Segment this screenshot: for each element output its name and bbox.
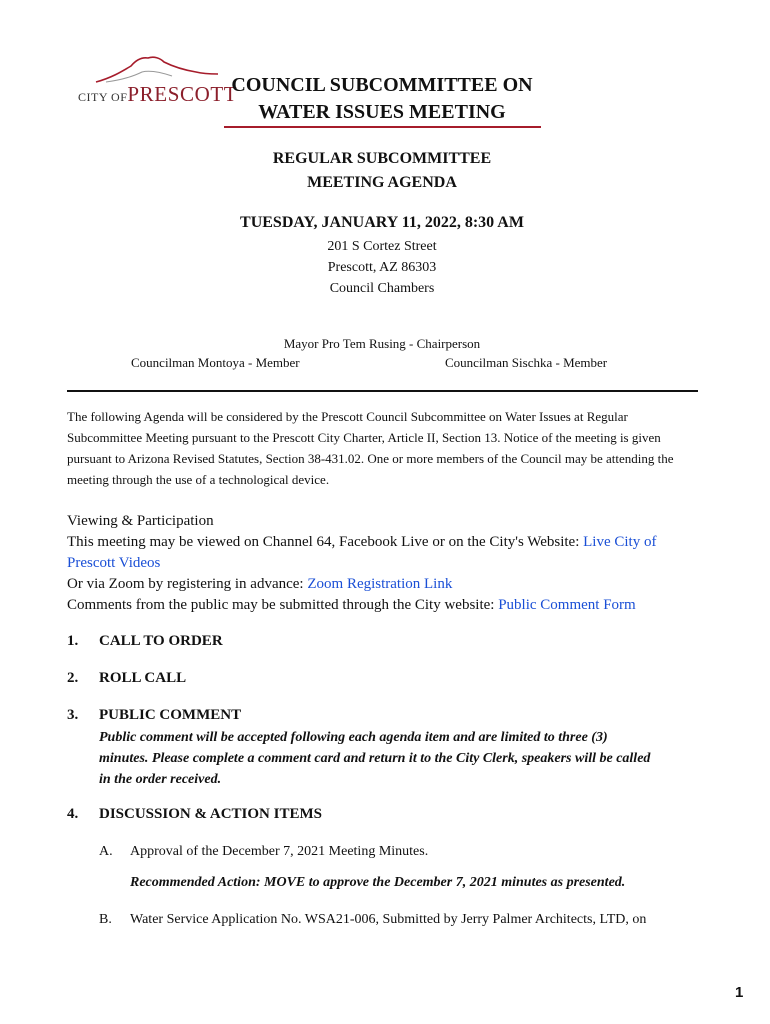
public-comment-form-link[interactable]: Public Comment Form <box>498 597 636 613</box>
agenda-item-2-number: 2. <box>67 670 79 686</box>
city-logo <box>76 52 238 106</box>
subtitle-line-2: MEETING AGENDA <box>307 174 457 191</box>
intro-line-3: pursuant to Arizona Revised Statutes, Section 38-431.02. One or more members of the Council may be attending the <box>67 451 674 466</box>
agenda-item-2-title: ROLL CALL <box>99 670 187 686</box>
intro-line-2: Subcommittee Meeting pursuant to the Prescott City Charter, Article II, Section 13. Notice of the meeting is given <box>67 430 661 445</box>
comment-line <box>67 595 698 616</box>
agenda-item-4-title: DISCUSSION & ACTION ITEMS <box>99 806 322 822</box>
live-videos-link-cont[interactable]: Prescott Videos <box>67 555 161 571</box>
agenda-item-1-title: CALL TO ORDER <box>99 633 223 649</box>
sub-item-b-text: Water Service Application No. WSA21-006, Submitted by Jerry Palmer Architects, LTD, on <box>130 912 647 927</box>
section-divider <box>67 390 698 392</box>
live-videos-link[interactable]: Live City of <box>583 534 657 550</box>
sub-item-a-letter: A. <box>99 844 113 859</box>
viewing-line-1-text: This meeting may be viewed on Channel 64, Facebook Live or on the City's Website: <box>67 534 584 550</box>
note-line-3: in the order received. <box>99 772 222 787</box>
agenda-subtitle <box>222 147 542 195</box>
meeting-address <box>222 236 542 299</box>
public-comment-note <box>99 727 699 790</box>
sub-item-a-text: Approval of the December 7, 2021 Meeting Minutes. <box>130 844 429 859</box>
agenda-item-4-number: 4. <box>67 806 79 822</box>
intro-line-1: The following Agenda will be considered by the Prescott Council Subcommittee on Water Issues at Regular <box>67 409 628 424</box>
viewing-heading: Viewing & Participation <box>67 513 214 529</box>
mountain-logo-icon <box>76 52 218 86</box>
comment-line-text: Comments from the public may be submitted through the City website: <box>67 597 499 613</box>
title-underline <box>224 126 541 128</box>
zoom-line <box>67 574 698 595</box>
meeting-date: TUESDAY, JANUARY 11, 2022, 8:30 AM <box>240 214 524 231</box>
title-line-2: WATER ISSUES MEETING <box>258 101 506 123</box>
logo-prefix: CITY OF <box>78 90 128 104</box>
agenda-item-3-number: 3. <box>67 707 79 723</box>
page-number: 1 <box>735 984 744 1001</box>
address-line-2: Prescott, AZ 86303 <box>327 260 437 275</box>
note-line-1: Public comment will be accepted following each agenda item and are limited to three (3) <box>99 730 608 745</box>
intro-paragraph <box>67 406 698 490</box>
address-line-3: Council Chambers <box>329 281 435 296</box>
note-line-2: minutes. Please complete a comment card and return it to the City Clerk, speakers will be called <box>99 751 651 766</box>
zoom-registration-link[interactable]: Zoom Registration Link <box>307 576 453 592</box>
member-right: Councilman Sischka - Member <box>445 355 608 370</box>
sub-item-b-letter: B. <box>99 912 112 927</box>
agenda-item-1-number: 1. <box>67 633 79 649</box>
member-left: Councilman Montoya - Member <box>131 355 300 370</box>
logo-wordmark <box>78 82 237 107</box>
agenda-item-3-title: PUBLIC COMMENT <box>99 707 242 723</box>
intro-line-4: meeting through the use of a technological device. <box>67 472 330 487</box>
viewing-section <box>67 511 698 616</box>
meeting-title <box>222 72 542 126</box>
zoom-line-text: Or via Zoom by registering in advance: <box>67 576 308 592</box>
chairperson: Mayor Pro Tem Rusing - Chairperson <box>283 336 481 351</box>
viewing-line-1 <box>67 532 698 553</box>
address-line-1: 201 S Cortez Street <box>327 239 437 254</box>
title-line-1: COUNCIL SUBCOMMITTEE ON <box>231 74 533 96</box>
subtitle-line-1: REGULAR SUBCOMMITTEE <box>272 150 492 167</box>
recommended-action: Recommended Action: MOVE to approve the December 7, 2021 minutes as presented. <box>130 875 626 890</box>
logo-city-name: PRESCOTT <box>127 82 238 106</box>
